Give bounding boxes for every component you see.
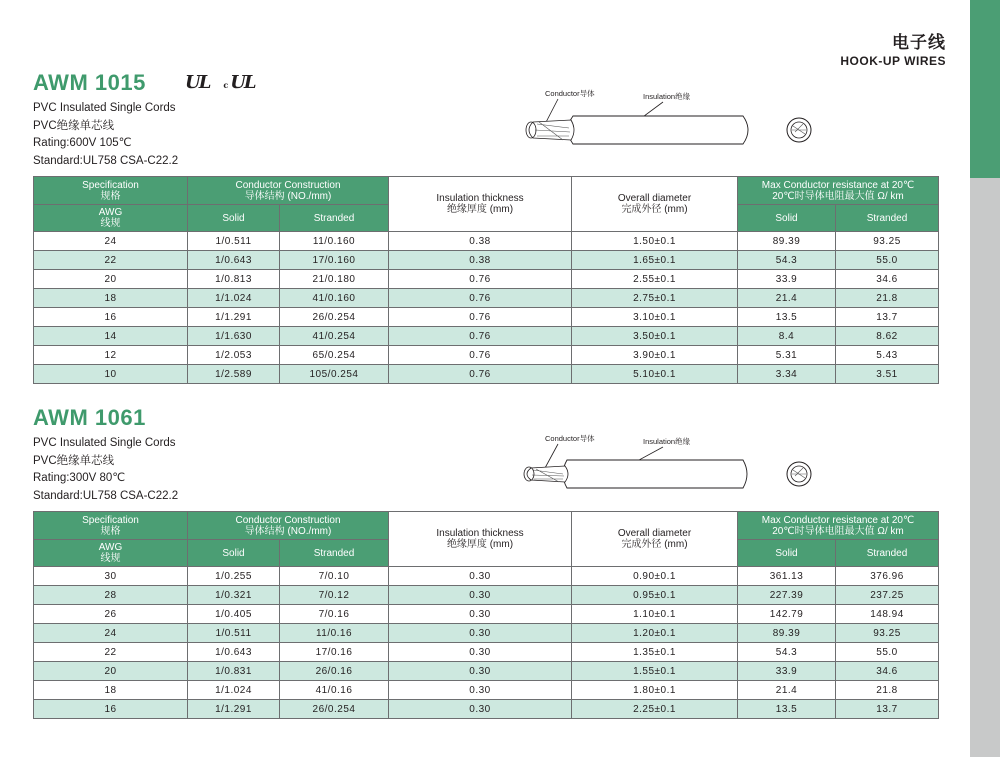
conductor-header-en: Conductor Construction [235,514,341,526]
cul-c-mark: c [223,80,229,90]
spec-header [34,177,188,205]
resistance-solid-header: Solid [738,205,836,232]
solid-cell: 1/1.024 [188,681,280,700]
diameter-cell: 2.25±0.1 [572,700,738,719]
insulation-cell: 0.30 [389,586,572,605]
table-row [34,643,939,662]
table-row [34,567,939,586]
diameter-cell: 3.90±0.1 [572,346,738,365]
resistance-solid-cell: 33.9 [738,270,836,289]
solid-cell: 1/1.291 [188,700,280,719]
solid-cell: 1/0.511 [188,624,280,643]
awg-cell: 28 [34,586,188,605]
ul-logo: UL [185,72,210,93]
solid-cell: 1/2.053 [188,346,280,365]
description-en: PVC Insulated Single Cords [33,102,176,114]
conductor-header [188,512,389,540]
diameter-header-cn: 完成外径 (mm) [621,539,688,550]
resistance-solid-cell: 21.4 [738,289,836,308]
resistance-stranded-cell: 5.43 [836,346,939,365]
solid-header: Solid [188,540,280,567]
stranded-cell: 7/0.10 [280,567,389,586]
diameter-cell: 1.10±0.1 [572,605,738,624]
table-row [34,605,939,624]
solid-cell: 1/0.405 [188,605,280,624]
cul-ul-mark: UL [230,72,255,93]
conductor-header-cn: 导体结构 (NO./mm) [244,525,332,537]
awg-cell: 24 [34,232,188,251]
awg-header [34,205,188,232]
awg-cell: 14 [34,327,188,346]
rating: Rating:300V 80℃ [33,472,126,484]
diameter-cell: 1.65±0.1 [572,251,738,270]
product-info [33,100,178,170]
description-cn: PVC绝缘单芯线 [33,454,115,467]
resistance-solid-cell: 142.79 [738,605,836,624]
diameter-header-cn: 完成外径 (mm) [621,204,688,215]
table-row [34,681,939,700]
diameter-cell: 2.55±0.1 [572,270,738,289]
insulation-header-cn: 绝缘厚度 (mm) [446,539,514,550]
solid-cell: 1/1.291 [188,308,280,327]
stranded-cell: 17/0.16 [280,643,389,662]
insulation-cell: 0.76 [389,346,572,365]
spec-header-cn: 规格 [100,525,121,537]
stranded-cell: 41/0.16 [280,681,389,700]
stranded-cell: 65/0.254 [280,346,389,365]
solid-cell: 1/0.643 [188,643,280,662]
solid-cell: 1/0.643 [188,251,280,270]
rating: Rating:600V 105℃ [33,137,132,149]
solid-cell: 1/0.255 [188,567,280,586]
diameter-cell: 0.90±0.1 [572,567,738,586]
resistance-stranded-header: Stranded [836,540,939,567]
spec-header [34,512,188,540]
resistance-solid-cell: 33.9 [738,662,836,681]
awg-header-cn: 线规 [100,218,121,229]
diameter-cell: 1.55±0.1 [572,662,738,681]
table-body [34,567,939,719]
awg-cell: 24 [34,624,188,643]
description-en: PVC Insulated Single Cords [33,437,176,449]
section-title: AWM 1015 [33,70,146,95]
awg-cell: 16 [34,308,188,327]
insulation-cell: 0.76 [389,270,572,289]
conductor-label: Conductor导体 [545,89,595,98]
stranded-cell: 11/0.160 [280,232,389,251]
stranded-cell: 26/0.16 [280,662,389,681]
resistance-header-en: Max Conductor resistance at 20℃ [761,514,915,526]
diameter-header-en: Overall diameter [617,193,692,204]
resistance-solid-cell: 3.34 [738,365,836,384]
resistance-solid-cell: 8.4 [738,327,836,346]
resistance-stranded-cell: 13.7 [836,700,939,719]
awg-header-en: AWG [98,542,123,553]
insulation-cell: 0.76 [389,327,572,346]
awg-header [34,540,188,567]
insulation-cell: 0.30 [389,662,572,681]
stranded-cell: 41/0.160 [280,289,389,308]
resistance-solid-cell: 54.3 [738,643,836,662]
resistance-header-en: Max Conductor resistance at 20℃ [761,179,915,191]
diameter-cell: 0.95±0.1 [572,586,738,605]
resistance-header-cn: 20℃时导体电阻最大值 Ω/ km [772,525,904,537]
diameter-cell: 3.10±0.1 [572,308,738,327]
resistance-header [738,177,939,205]
resistance-stranded-header: Stranded [836,205,939,232]
stranded-header: Stranded [280,205,389,232]
stranded-cell: 17/0.160 [280,251,389,270]
solid-cell: 1/2.589 [188,365,280,384]
resistance-solid-cell: 227.39 [738,586,836,605]
resistance-solid-cell: 361.13 [738,567,836,586]
awg-cell: 18 [34,681,188,700]
stranded-header: Stranded [280,540,389,567]
resistance-header [738,512,939,540]
resistance-stranded-cell: 21.8 [836,289,939,308]
spec-header-cn: 规格 [100,190,121,202]
solid-cell: 1/1.024 [188,289,280,308]
page-sidebar [970,0,1000,757]
awg-cell: 16 [34,700,188,719]
stranded-cell: 26/0.254 [280,700,389,719]
stranded-cell: 7/0.12 [280,586,389,605]
resistance-solid-cell: 13.5 [738,308,836,327]
resistance-solid-cell: 5.31 [738,346,836,365]
description-cn: PVC绝缘单芯线 [33,119,115,132]
resistance-solid-header: Solid [738,540,836,567]
resistance-solid-cell: 54.3 [738,251,836,270]
resistance-solid-cell: 21.4 [738,681,836,700]
awg-cell: 30 [34,567,188,586]
resistance-stranded-cell: 376.96 [836,567,939,586]
table-row [34,624,939,643]
sidebar-tab [970,0,1000,178]
diameter-cell: 3.50±0.1 [572,327,738,346]
awg-cell: 10 [34,365,188,384]
diameter-cell: 2.75±0.1 [572,289,738,308]
stranded-cell: 11/0.16 [280,624,389,643]
awg-cell: 18 [34,289,188,308]
table-row [34,586,939,605]
insulation-cell: 0.30 [389,700,572,719]
insulation-cell: 0.30 [389,605,572,624]
resistance-solid-cell: 89.39 [738,232,836,251]
wire-illustration [503,72,823,162]
solid-cell: 1/0.511 [188,232,280,251]
insulation-cell: 0.30 [389,624,572,643]
diameter-cell: 1.50±0.1 [572,232,738,251]
spec-table-awm-1061 [33,511,939,719]
standard: Standard:UL758 CSA-C22.2 [33,489,179,502]
resistance-stranded-cell: 55.0 [836,251,939,270]
solid-cell: 1/0.831 [188,662,280,681]
table-row [34,365,939,384]
product-info [33,435,178,505]
awg-cell: 20 [34,662,188,681]
spec-table-awm-1015 [33,176,939,384]
insulation-label: Insulation绝缘 [643,92,691,101]
insulation-header [389,512,572,567]
resistance-solid-cell: 89.39 [738,624,836,643]
awg-cell: 26 [34,605,188,624]
insulation-header-en: Insulation thickness [436,528,524,539]
diameter-header [572,177,738,232]
table-row [34,327,939,346]
conductor-header [188,177,389,205]
diameter-header [572,512,738,567]
awg-cell: 22 [34,643,188,662]
table-row [34,289,939,308]
insulation-label: Insulation绝缘 [643,437,691,446]
stranded-cell: 26/0.254 [280,308,389,327]
stranded-cell: 41/0.254 [280,327,389,346]
insulation-header-cn: 绝缘厚度 (mm) [446,204,514,215]
insulation-cell: 0.38 [389,232,572,251]
certification-logos [185,72,255,93]
awg-cell: 20 [34,270,188,289]
insulation-cell: 0.76 [389,308,572,327]
solid-cell: 1/0.321 [188,586,280,605]
table-row [34,662,939,681]
cul-logo [223,72,254,93]
resistance-solid-cell: 13.5 [738,700,836,719]
table-row [34,232,939,251]
resistance-stranded-cell: 93.25 [836,624,939,643]
resistance-header-cn: 20℃时导体电阻最大值 Ω/ km [772,190,904,202]
diameter-header-en: Overall diameter [617,528,692,539]
awg-header-cn: 线规 [100,553,121,564]
table-row [34,346,939,365]
diameter-cell: 5.10±0.1 [572,365,738,384]
insulation-cell: 0.30 [389,681,572,700]
table-body [34,232,939,384]
resistance-stranded-cell: 13.7 [836,308,939,327]
resistance-stranded-cell: 55.0 [836,643,939,662]
wire-illustration [503,408,823,498]
resistance-stranded-cell: 21.8 [836,681,939,700]
insulation-cell: 0.30 [389,567,572,586]
spec-header-en: Specification [82,514,139,526]
insulation-cell: 0.30 [389,643,572,662]
resistance-stranded-cell: 8.62 [836,327,939,346]
table-row [34,251,939,270]
header-title-cn: 电子线 [892,33,946,52]
stranded-cell: 105/0.254 [280,365,389,384]
solid-cell: 1/0.813 [188,270,280,289]
resistance-stranded-cell: 34.6 [836,270,939,289]
resistance-stranded-cell: 93.25 [836,232,939,251]
insulation-cell: 0.38 [389,251,572,270]
insulation-cell: 0.76 [389,365,572,384]
table-row [34,700,939,719]
awg-cell: 12 [34,346,188,365]
section-title: AWM 1061 [33,405,146,430]
resistance-stranded-cell: 148.94 [836,605,939,624]
spec-header-en: Specification [82,179,139,191]
insulation-header [389,177,572,232]
stranded-cell: 7/0.16 [280,605,389,624]
conductor-label: Conductor导体 [545,434,595,443]
standard: Standard:UL758 CSA-C22.2 [33,154,179,167]
header-title-en: HOOK-UP WIRES [840,54,946,68]
table-row [34,308,939,327]
awg-cell: 22 [34,251,188,270]
resistance-stranded-cell: 3.51 [836,365,939,384]
conductor-header-cn: 导体结构 (NO./mm) [244,190,332,202]
conductor-header-en: Conductor Construction [235,179,341,191]
solid-header: Solid [188,205,280,232]
solid-cell: 1/1.630 [188,327,280,346]
insulation-header-en: Insulation thickness [436,193,524,204]
table-row [34,270,939,289]
resistance-stranded-cell: 237.25 [836,586,939,605]
diameter-cell: 1.35±0.1 [572,643,738,662]
insulation-cell: 0.76 [389,289,572,308]
diameter-cell: 1.20±0.1 [572,624,738,643]
awg-header-en: AWG [98,207,123,218]
stranded-cell: 21/0.180 [280,270,389,289]
diameter-cell: 1.80±0.1 [572,681,738,700]
resistance-stranded-cell: 34.6 [836,662,939,681]
